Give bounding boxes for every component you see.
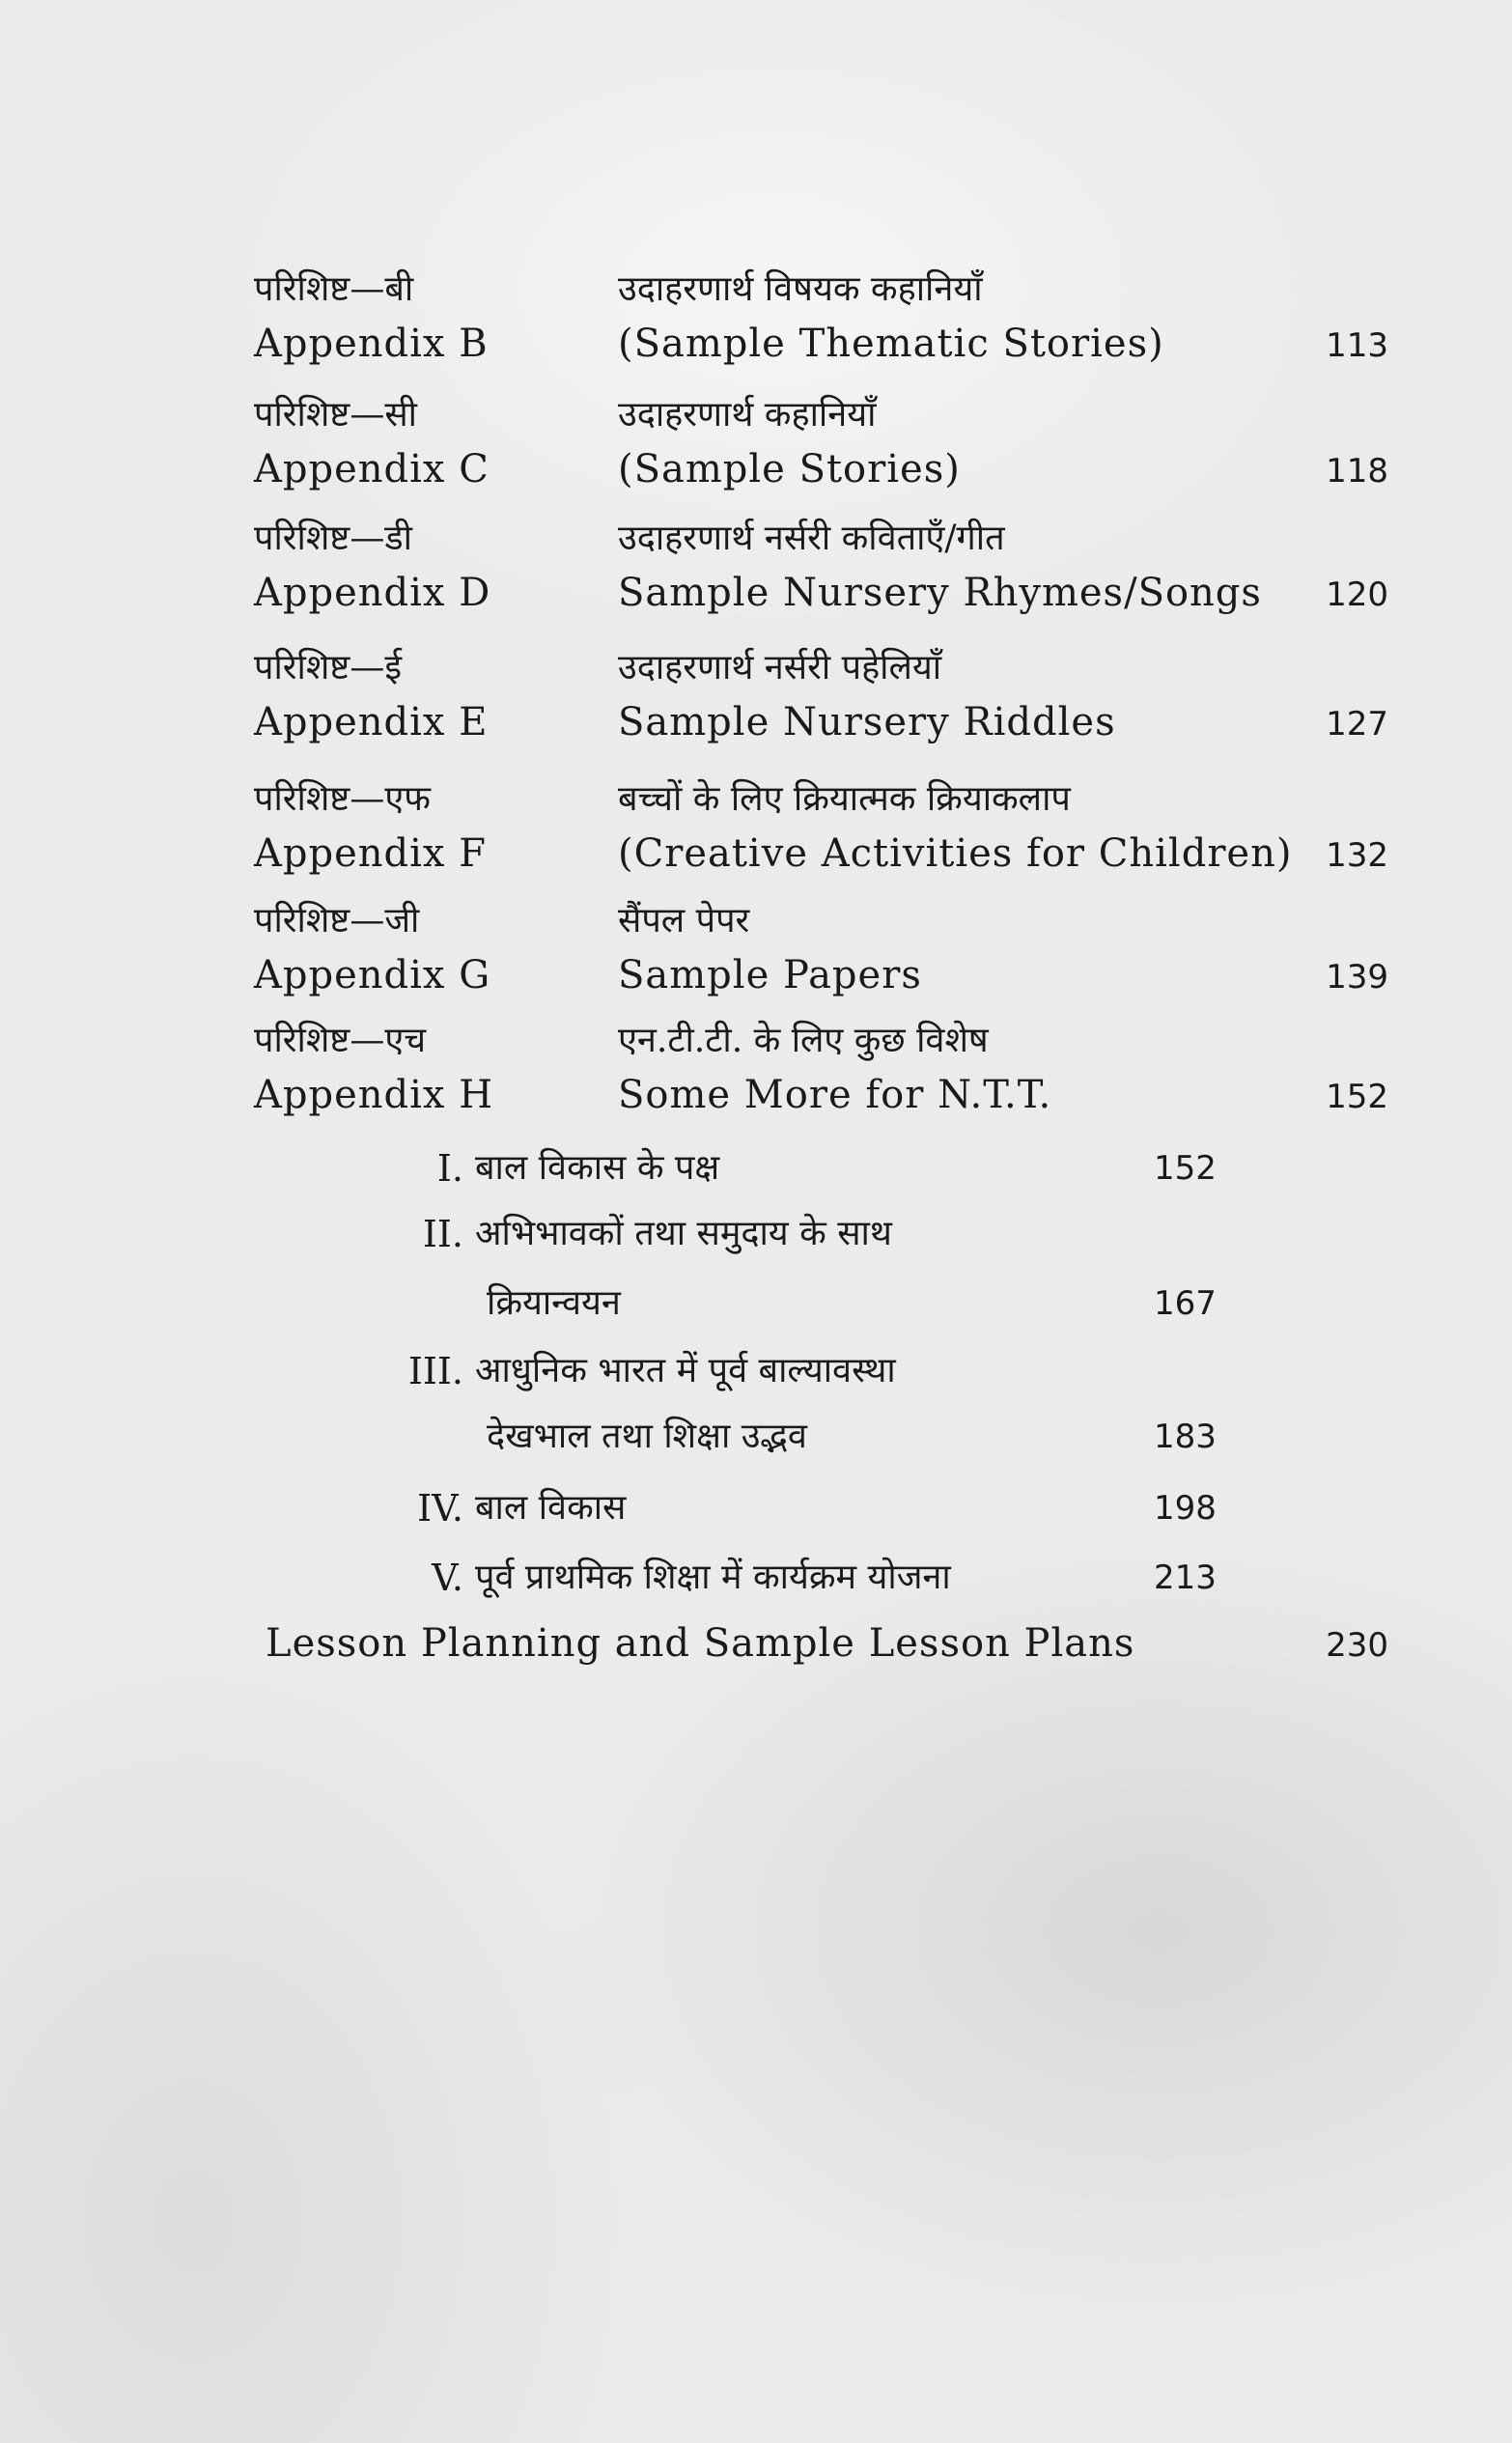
page-number: 198 bbox=[1154, 1489, 1217, 1528]
entry-title: Lesson Planning and Sample Lesson Plans bbox=[266, 1621, 1135, 1666]
appendix-label-english: Appendix C bbox=[254, 447, 490, 491]
appendix-label-english: Appendix F bbox=[254, 831, 487, 876]
page-number: 120 bbox=[1326, 576, 1388, 614]
page-number: 152 bbox=[1326, 1078, 1388, 1116]
appendix-label-english: Appendix D bbox=[254, 571, 491, 615]
appendix-title-hindi: उदाहरणार्थ विषयक कहानियाँ bbox=[618, 269, 983, 309]
sub-entry-title: बाल विकास के पक्ष bbox=[475, 1148, 720, 1188]
appendix-title-hindi: उदाहरणार्थ नर्सरी कविताएँ/गीत bbox=[618, 519, 1005, 558]
appendix-label-hindi: परिशिष्ट—ई bbox=[254, 648, 403, 688]
roman-numeral: IV. bbox=[417, 1487, 463, 1530]
appendix-title-hindi: उदाहरणार्थ नर्सरी पहेलियाँ bbox=[618, 648, 942, 688]
page-number: 118 bbox=[1326, 452, 1388, 491]
page-number: 152 bbox=[1154, 1149, 1217, 1188]
appendix-title-hindi: सैंपल पेपर bbox=[618, 901, 750, 941]
appendix-label-hindi: परिशिष्ट—एच bbox=[254, 1021, 427, 1060]
sub-entry-title: आधुनिक भारत में पूर्व बाल्यावस्था bbox=[475, 1351, 896, 1390]
sub-entry-title-continued: देखभाल तथा शिक्षा उद्भव bbox=[487, 1417, 807, 1456]
appendix-label-hindi: परिशिष्ट—सी bbox=[254, 395, 417, 435]
appendix-title-english: Sample Nursery Riddles bbox=[618, 700, 1116, 744]
appendix-label-english: Appendix B bbox=[254, 322, 489, 366]
sub-entry-title: बाल विकास bbox=[475, 1488, 627, 1528]
appendix-title-hindi: बच्चों के लिए क्रियात्मक क्रियाकलाप bbox=[618, 779, 1071, 819]
appendix-title-english: Sample Nursery Rhymes/Songs bbox=[618, 571, 1262, 615]
appendix-label-hindi: परिशिष्ट—डी bbox=[254, 519, 412, 558]
appendix-label-english: Appendix H bbox=[254, 1073, 494, 1117]
appendix-title-english: (Creative Activities for Children) bbox=[618, 831, 1293, 876]
appendix-title-english: Some More for N.T.T. bbox=[618, 1073, 1052, 1117]
appendix-title-english: Sample Papers bbox=[618, 953, 922, 997]
appendix-title-english: (Sample Stories) bbox=[618, 447, 961, 491]
appendix-title-hindi: उदाहरणार्थ कहानियाँ bbox=[618, 395, 877, 435]
appendix-title-english: (Sample Thematic Stories) bbox=[618, 322, 1164, 366]
roman-numeral: III. bbox=[407, 1350, 463, 1392]
page-number: 113 bbox=[1326, 326, 1388, 365]
appendix-label-hindi: परिशिष्ट—एफ bbox=[254, 779, 431, 819]
page-number: 127 bbox=[1326, 705, 1388, 744]
appendix-label-english: Appendix G bbox=[254, 953, 491, 997]
appendix-label-hindi: परिशिष्ट—जी bbox=[254, 901, 420, 941]
sub-entry-title-continued: क्रियान्वयन bbox=[487, 1283, 621, 1323]
sub-entry-title: अभिभावकों तथा समुदाय के साथ bbox=[475, 1214, 892, 1253]
sub-entry-title: पूर्व प्राथमिक शिक्षा में कार्यक्रम योजना bbox=[475, 1558, 951, 1597]
roman-numeral: I. bbox=[436, 1147, 463, 1190]
page-number: 132 bbox=[1326, 836, 1388, 875]
appendix-title-hindi: एन.टी.टी. के लिए कुछ विशेष bbox=[618, 1021, 989, 1060]
page-number: 139 bbox=[1326, 958, 1388, 997]
page-number: 213 bbox=[1154, 1558, 1217, 1597]
appendix-label-hindi: परिशिष्ट—बी bbox=[254, 269, 414, 309]
roman-numeral: II. bbox=[422, 1213, 463, 1255]
page-number: 167 bbox=[1154, 1284, 1217, 1323]
page-number: 183 bbox=[1154, 1418, 1217, 1456]
appendix-label-english: Appendix E bbox=[254, 700, 489, 744]
page-number: 230 bbox=[1326, 1626, 1388, 1665]
roman-numeral: V. bbox=[432, 1557, 463, 1599]
